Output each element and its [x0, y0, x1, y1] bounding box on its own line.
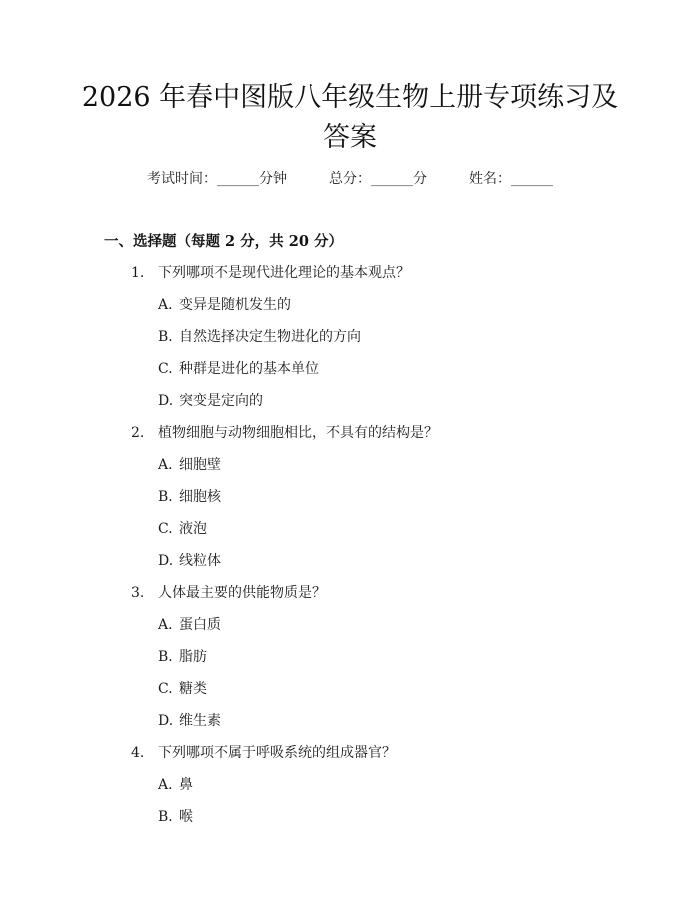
option [158, 294, 291, 314]
option-text: 鼻 [179, 777, 193, 793]
option-text: 变异是随机发生的 [179, 297, 291, 313]
option-text: 细胞壁 [179, 457, 221, 473]
option-text: 喉 [179, 809, 193, 825]
question [131, 582, 326, 602]
option-letter: D. [158, 553, 174, 569]
option-text: 维生素 [179, 713, 221, 729]
exam-time: 考试时间：______分钟 [147, 171, 287, 187]
option [158, 774, 193, 794]
question-number: 1. [131, 265, 145, 281]
option-letter: A. [158, 297, 173, 313]
option [158, 326, 361, 346]
option-letter: C. [158, 361, 173, 377]
option-text: 自然选择决定生物进化的方向 [179, 329, 361, 345]
question [131, 742, 396, 762]
question-text: 下列哪项不是现代进化理论的基本观点？ [158, 265, 410, 281]
option-text: 突变是定向的 [179, 393, 263, 409]
title-line-2: 答案 [323, 122, 377, 153]
option-letter: B. [158, 489, 173, 505]
question-text: 人体最主要的供能物质是？ [158, 585, 326, 601]
option [158, 806, 193, 826]
option [158, 358, 319, 378]
option-letter: A. [158, 457, 173, 473]
option-text: 细胞核 [179, 489, 221, 505]
total-score: 总分：______分 [329, 171, 427, 187]
option-letter: A. [158, 617, 173, 633]
question-number: 4. [131, 745, 145, 761]
option [158, 678, 207, 698]
option [158, 390, 263, 410]
option-letter: D. [158, 393, 174, 409]
option-letter: B. [158, 329, 173, 345]
option-letter: C. [158, 521, 173, 537]
question-text: 植物细胞与动物细胞相比，不具有的结构是？ [158, 425, 438, 441]
question-number: 3. [131, 585, 145, 601]
document-title [0, 78, 700, 158]
option-text: 糖类 [179, 681, 207, 697]
question [131, 422, 438, 442]
option-text: 蛋白质 [179, 617, 221, 633]
option [158, 710, 221, 730]
exam-info-bar [0, 168, 700, 188]
section-heading: 一、选择题（每题 2 分，共 20 分） [104, 233, 343, 250]
option [158, 614, 221, 634]
option-text: 种群是进化的基本单位 [179, 361, 319, 377]
question-text: 下列哪项不属于呼吸系统的组成器官？ [158, 745, 396, 761]
student-name: 姓名：______ [469, 171, 553, 187]
option [158, 646, 207, 666]
option [158, 518, 207, 538]
option-letter: B. [158, 809, 173, 825]
option-text: 线粒体 [179, 553, 221, 569]
question [131, 262, 410, 282]
option-letter: D. [158, 713, 174, 729]
option [158, 454, 221, 474]
title-line-1: 2026 年春中图版八年级生物上册专项练习及 [81, 82, 619, 113]
option-text: 液泡 [179, 521, 207, 537]
option-letter: A. [158, 777, 173, 793]
option [158, 550, 221, 570]
option-text: 脂肪 [179, 649, 207, 665]
question-number: 2. [131, 425, 145, 441]
option-letter: C. [158, 681, 173, 697]
option [158, 486, 221, 506]
option-letter: B. [158, 649, 173, 665]
